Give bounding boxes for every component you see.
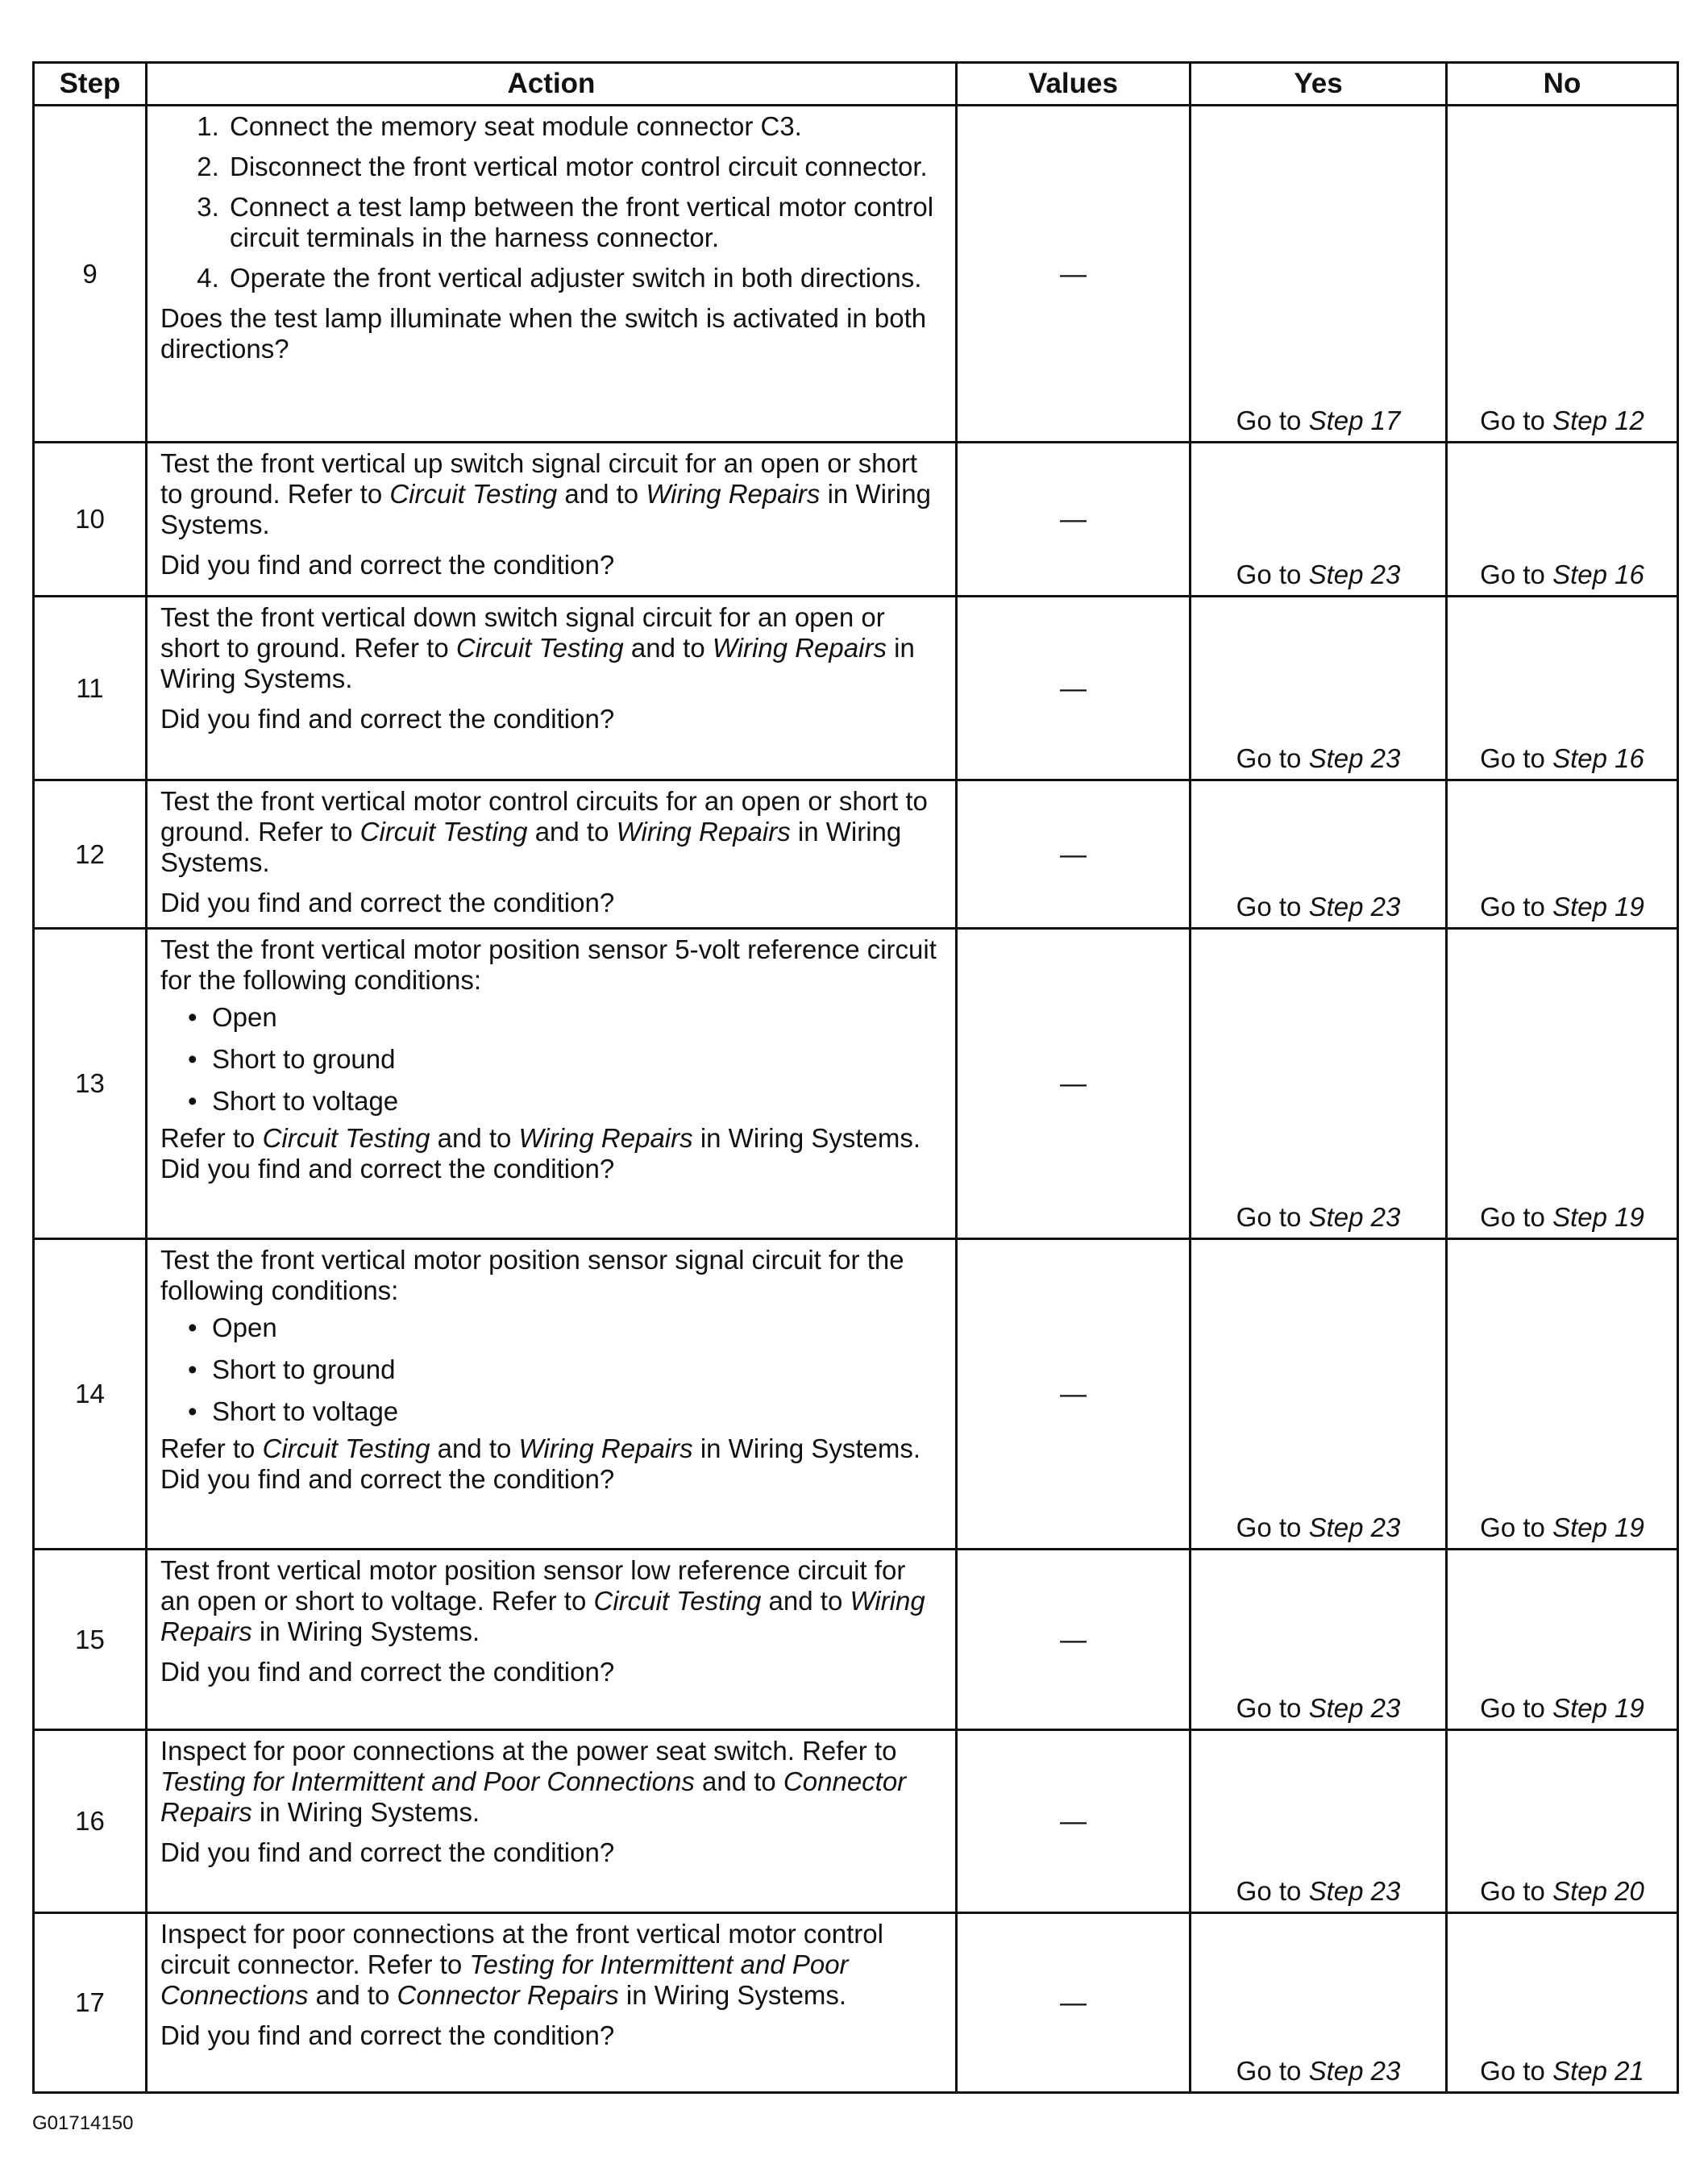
yes-cell <box>1191 597 1447 780</box>
action-cell <box>147 1913 957 2093</box>
action-question: Did you find and correct the condition? <box>160 2020 615 2050</box>
yes-cell <box>1191 1913 1447 2093</box>
goto-prefix: Go to <box>1236 743 1302 773</box>
no-cell <box>1447 1913 1678 2093</box>
action-intro: Test the front vertical motor position sensor 5-volt reference circuit for the following conditions: <box>160 934 937 995</box>
action-cell <box>147 780 957 929</box>
goto-prefix: Go to <box>1480 1876 1545 1906</box>
no-cell <box>1447 106 1678 443</box>
table-row <box>34 106 1678 443</box>
yes-step-link[interactable]: Step 23 <box>1308 1876 1401 1906</box>
reference-link[interactable]: Wiring Repairs <box>518 1433 693 1463</box>
yes-cell <box>1191 1239 1447 1550</box>
yes-step-link[interactable]: Step 23 <box>1308 1202 1401 1232</box>
table-row <box>34 1550 1678 1730</box>
values-cell: — <box>957 929 1191 1239</box>
values-cell: — <box>957 597 1191 780</box>
no-cell <box>1447 780 1678 929</box>
list-item: • Short to ground <box>212 1044 942 1075</box>
action-cell <box>147 443 957 597</box>
values-cell: — <box>957 780 1191 929</box>
step-number: 11 <box>34 597 147 780</box>
yes-step-link[interactable]: Step 23 <box>1308 1512 1401 1542</box>
goto-prefix: Go to <box>1480 2056 1545 2086</box>
no-step-link[interactable]: Step 20 <box>1552 1876 1644 1906</box>
reference-link[interactable]: Wiring Repairs <box>518 1123 693 1153</box>
header-yes: Yes <box>1191 63 1447 106</box>
reference-link[interactable]: Circuit Testing <box>455 633 624 663</box>
action-question: Did you find and correct the condition? <box>160 1154 615 1184</box>
action-instruction: Inspect for poor connections at the power seat switch. Refer to Testing for Intermittent and Poor Connections and to Connector Repairs in Wiring Systems. <box>160 1736 907 1827</box>
condition-list <box>160 1313 942 1427</box>
reference-link[interactable]: Circuit Testing <box>593 1586 762 1616</box>
header-values: Values <box>957 63 1191 106</box>
values-cell: — <box>957 106 1191 443</box>
action-cell <box>147 1239 957 1550</box>
goto-prefix: Go to <box>1480 1693 1545 1723</box>
yes-step-link[interactable]: Step 17 <box>1308 406 1401 435</box>
no-cell <box>1447 929 1678 1239</box>
goto-prefix: Go to <box>1236 892 1302 922</box>
no-step-link[interactable]: Step 16 <box>1552 560 1644 589</box>
reference-link[interactable]: Circuit Testing <box>262 1123 430 1153</box>
action-question: Did you find and correct the condition? <box>160 1464 615 1494</box>
action-instruction: Refer to Circuit Testing and to Wiring Repairs in Wiring Systems. <box>160 1433 921 1463</box>
list-item: 3. Connect a test lamp between the front vertical motor control circuit terminals in the harness connector. <box>226 192 942 253</box>
no-step-link[interactable]: Step 12 <box>1552 406 1644 435</box>
values-cell: — <box>957 1913 1191 2093</box>
yes-cell <box>1191 106 1447 443</box>
values-cell: — <box>957 1239 1191 1550</box>
no-step-link[interactable]: Step 21 <box>1552 2056 1644 2086</box>
reference-link[interactable]: Wiring Repairs <box>160 1586 925 1646</box>
reference-link[interactable]: Wiring Repairs <box>712 633 887 663</box>
table-row <box>34 443 1678 597</box>
diagnostic-table <box>32 61 1679 2094</box>
no-cell <box>1447 1239 1678 1550</box>
reference-link[interactable]: Wiring Repairs <box>616 817 791 847</box>
reference-link[interactable]: Wiring Repairs <box>646 479 821 509</box>
goto-prefix: Go to <box>1480 406 1545 435</box>
list-item: • Short to voltage <box>212 1086 942 1117</box>
goto-prefix: Go to <box>1480 1512 1545 1542</box>
action-instruction: Refer to Circuit Testing and to Wiring Repairs in Wiring Systems. <box>160 1123 921 1153</box>
action-cell <box>147 106 957 443</box>
reference-link[interactable]: Testing for Intermittent and Poor Connections <box>160 1949 849 2010</box>
table-row <box>34 929 1678 1239</box>
action-intro: Test the front vertical motor position sensor signal circuit for the following conditions: <box>160 1245 904 1305</box>
goto-prefix: Go to <box>1236 560 1302 589</box>
table-row <box>34 780 1678 929</box>
header-step: Step <box>34 63 147 106</box>
no-step-link[interactable]: Step 19 <box>1552 892 1644 922</box>
values-cell: — <box>957 443 1191 597</box>
list-item: 1. Connect the memory seat module connector C3. <box>226 111 942 142</box>
list-item: • Open <box>212 1002 942 1033</box>
goto-prefix: Go to <box>1236 1693 1302 1723</box>
yes-cell <box>1191 929 1447 1239</box>
yes-cell <box>1191 1730 1447 1913</box>
reference-link[interactable]: Circuit Testing <box>359 817 528 847</box>
goto-prefix: Go to <box>1236 2056 1302 2086</box>
condition-list <box>160 1002 942 1117</box>
yes-step-link[interactable]: Step 23 <box>1308 2056 1401 2086</box>
step-number: 10 <box>34 443 147 597</box>
reference-link[interactable]: Circuit Testing <box>262 1433 430 1463</box>
action-cell <box>147 1550 957 1730</box>
header-action: Action <box>147 63 957 106</box>
goto-prefix: Go to <box>1480 1202 1545 1232</box>
goto-prefix: Go to <box>1236 1876 1302 1906</box>
no-cell <box>1447 597 1678 780</box>
reference-link[interactable]: Connector Repairs <box>160 1766 907 1827</box>
no-step-link[interactable]: Step 16 <box>1552 743 1644 773</box>
list-item: • Short to voltage <box>212 1396 942 1427</box>
action-question: Did you find and correct the condition? <box>160 550 615 580</box>
action-instruction: Test front vertical motor position sensor low reference circuit for an open or short to voltage. Refer to Circuit Testing and to Wiring Repairs in Wiring Systems. <box>160 1555 925 1646</box>
step-number: 14 <box>34 1239 147 1550</box>
step-number: 17 <box>34 1913 147 2093</box>
action-question: Does the test lamp illuminate when the switch is activated in both directions? <box>160 303 927 364</box>
step-number: 13 <box>34 929 147 1239</box>
goto-prefix: Go to <box>1480 743 1545 773</box>
list-item: 4. Operate the front vertical adjuster switch in both directions. <box>226 263 942 293</box>
action-question: Did you find and correct the condition? <box>160 1837 615 1867</box>
header-no: No <box>1447 63 1678 106</box>
list-item: • Short to ground <box>212 1354 942 1385</box>
yes-cell <box>1191 443 1447 597</box>
action-instruction: Inspect for poor connections at the front vertical motor control circuit connector. Refer to Testing for Intermittent and Poor Connections and to Connector Repairs in Wiring Systems. <box>160 1919 883 2010</box>
reference-link[interactable]: Connector Repairs <box>397 1980 619 2010</box>
step-number: 9 <box>34 106 147 443</box>
goto-prefix: Go to <box>1480 560 1545 589</box>
no-cell <box>1447 1550 1678 1730</box>
yes-step-link[interactable]: Step 23 <box>1308 1693 1401 1723</box>
values-cell: — <box>957 1550 1191 1730</box>
table-row <box>34 597 1678 780</box>
action-instruction: Test the front vertical motor control circuits for an open or short to ground. Refer to Circuit Testing and to Wiring Repairs in Wiring Systems. <box>160 786 928 877</box>
action-instruction: Test the front vertical up switch signal circuit for an open or short to ground. Refer to Circuit Testing and to Wiring Repairs in Wiring Systems. <box>160 448 931 539</box>
goto-prefix: Go to <box>1236 1512 1302 1542</box>
no-step-link[interactable]: Step 19 <box>1552 1512 1644 1542</box>
step-number: 12 <box>34 780 147 929</box>
yes-step-link[interactable]: Step 23 <box>1308 560 1401 589</box>
goto-prefix: Go to <box>1236 406 1302 435</box>
reference-link[interactable]: Testing for Intermittent and Poor Connections <box>160 1766 695 1796</box>
action-cell <box>147 929 957 1239</box>
action-question: Did you find and correct the condition? <box>160 704 615 734</box>
list-item: • Open <box>212 1313 942 1343</box>
table-row <box>34 1239 1678 1550</box>
no-step-link[interactable]: Step 19 <box>1552 1202 1644 1232</box>
yes-cell <box>1191 1550 1447 1730</box>
step-number: 16 <box>34 1730 147 1913</box>
step-number: 15 <box>34 1550 147 1730</box>
action-instruction: Test the front vertical down switch signal circuit for an open or short to ground. Refer to Circuit Testing and to Wiring Repairs in Wiring Systems. <box>160 602 915 693</box>
table-row <box>34 1730 1678 1913</box>
action-cell <box>147 597 957 780</box>
no-cell <box>1447 443 1678 597</box>
yes-step-link[interactable]: Step 23 <box>1308 892 1401 922</box>
yes-step-link[interactable]: Step 23 <box>1308 743 1401 773</box>
list-item: 2. Disconnect the front vertical motor control circuit connector. <box>226 152 942 182</box>
action-question: Did you find and correct the condition? <box>160 888 615 917</box>
action-cell <box>147 1730 957 1913</box>
no-cell <box>1447 1730 1678 1913</box>
header-row <box>34 63 1678 106</box>
no-step-link[interactable]: Step 19 <box>1552 1693 1644 1723</box>
goto-prefix: Go to <box>1480 892 1545 922</box>
values-cell: — <box>957 1730 1191 1913</box>
goto-prefix: Go to <box>1236 1202 1302 1232</box>
figure-id: G01714150 <box>32 2112 134 2134</box>
table-row <box>34 1913 1678 2093</box>
yes-cell <box>1191 780 1447 929</box>
action-question: Did you find and correct the condition? <box>160 1657 615 1687</box>
reference-link[interactable]: Circuit Testing <box>389 479 558 509</box>
numbered-steps <box>160 111 942 293</box>
